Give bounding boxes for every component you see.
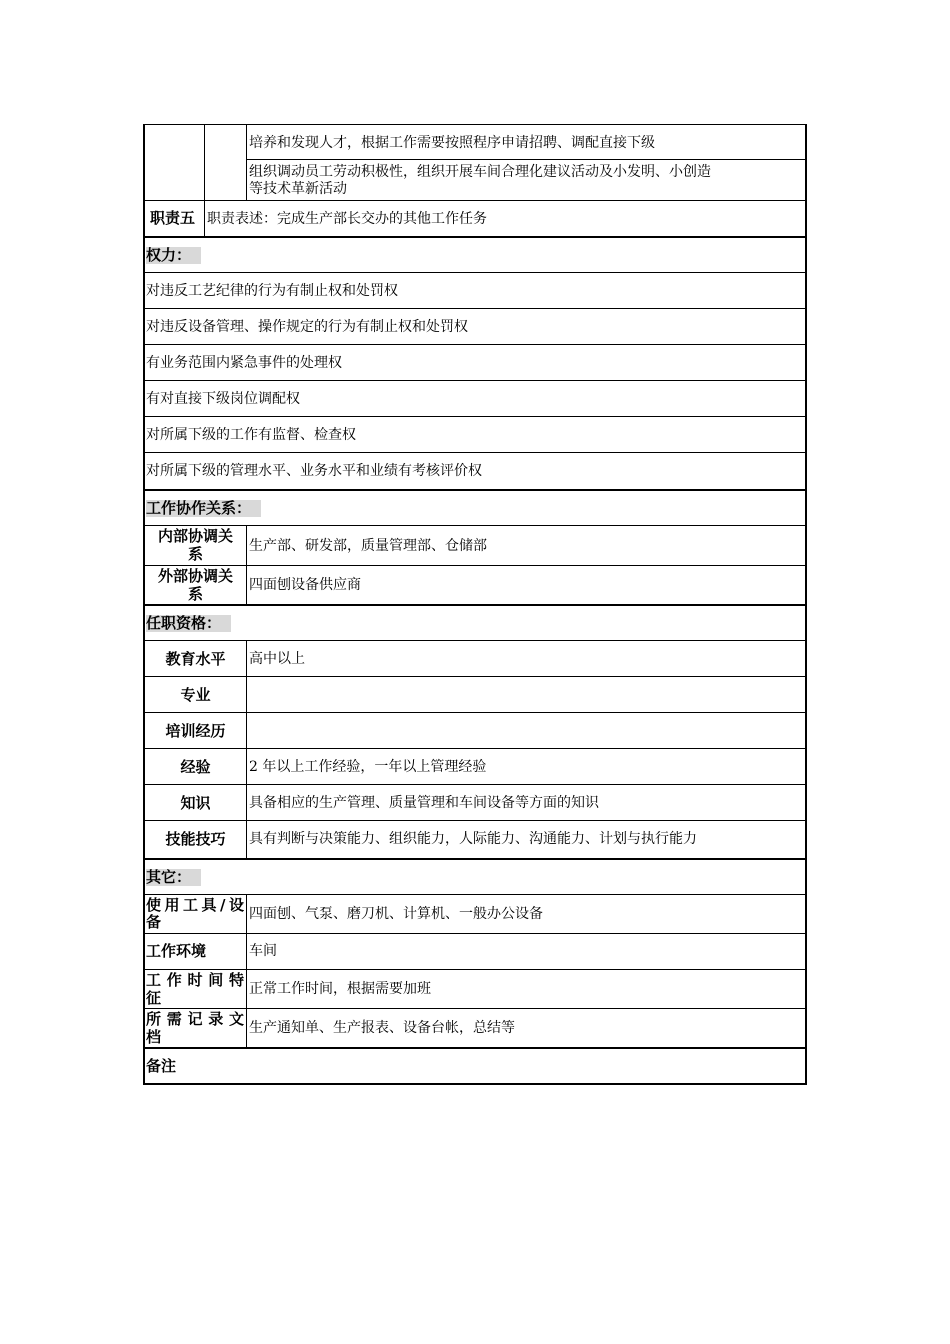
external-coordination-label: 外部协调关	[157, 567, 233, 585]
divider	[246, 640, 247, 859]
duty-item: 培养和发现人才，根据工作需要按照程序申请招聘、调配直接下级	[249, 135, 655, 151]
divider	[145, 200, 805, 201]
duty-item: 组织调动员工劳动积极性，组织开展车间合理化建议活动及小发明、小创造	[249, 164, 711, 180]
duty5-label: 职责五	[150, 209, 196, 227]
section-divider	[143, 1047, 807, 1049]
divider	[145, 820, 805, 821]
divider	[145, 712, 805, 713]
work-environment-label: 工作环境	[146, 942, 207, 960]
external-coordination-label: 系	[187, 585, 203, 603]
records-value: 生产通知单、生产报表、设备台帐，总结等	[249, 1020, 515, 1036]
divider	[145, 380, 805, 381]
divider	[246, 159, 805, 160]
knowledge-label: 知识	[180, 794, 211, 812]
divider	[145, 565, 805, 566]
divider	[145, 344, 805, 345]
divider	[246, 894, 247, 1048]
education-value: 高中以上	[249, 651, 305, 667]
table-border-top	[143, 124, 807, 125]
skills-value: 具有判断与决策能力、组织能力，人际能力、沟通能力、计划与执行能力	[249, 831, 697, 847]
experience-label: 经验	[180, 758, 211, 776]
authority-heading: 权力：	[146, 247, 201, 264]
work-environment-value: 车间	[249, 943, 277, 959]
authority-item: 有对直接下级岗位调配权	[146, 391, 300, 407]
authority-item: 对所属下级的管理水平、业务水平和业绩有考核评价权	[146, 463, 482, 479]
internal-coordination-label: 系	[187, 545, 203, 563]
divider	[145, 416, 805, 417]
authority-item: 对违反工艺纪律的行为有制止权和处罚权	[146, 283, 398, 299]
divider	[145, 676, 805, 677]
experience-value: 2 年以上工作经验，一年以上管理经验	[249, 759, 487, 775]
divider	[246, 124, 247, 200]
section-divider	[143, 489, 807, 491]
tools-label: 使用工具/设	[146, 896, 244, 914]
authority-item: 对所属下级的工作有监督、检查权	[146, 427, 356, 443]
training-label: 培训经历	[165, 722, 226, 740]
duty-item: 等技术革新活动	[249, 181, 347, 197]
other-heading: 其它：	[146, 869, 201, 886]
skills-label: 技能技巧	[165, 830, 226, 848]
internal-coordination-label: 内部协调关	[157, 527, 233, 545]
duty5-text: 职责表述：完成生产部长交办的其他工作任务	[207, 211, 487, 227]
divider	[145, 784, 805, 785]
divider	[246, 525, 247, 605]
records-label: 所需记录文	[146, 1010, 244, 1028]
education-label: 教育水平	[165, 650, 226, 668]
qualifications-heading: 任职资格：	[146, 615, 231, 632]
section-divider	[143, 604, 807, 606]
tools-label: 备	[146, 913, 162, 931]
internal-coordination-value: 生产部、研发部，质量管理部、仓储部	[249, 538, 487, 554]
remarks-heading: 备注	[146, 1057, 177, 1075]
divider	[145, 894, 805, 895]
work-time-value: 正常工作时间，根据需要加班	[249, 981, 431, 997]
divider	[145, 272, 805, 273]
major-label: 专业	[180, 686, 211, 704]
section-divider	[143, 236, 807, 238]
tools-value: 四面刨、气泵、磨刀机、计算机、一般办公设备	[249, 906, 543, 922]
table-border-bottom	[143, 1083, 807, 1085]
divider	[145, 969, 805, 970]
records-label: 档	[146, 1028, 162, 1046]
divider	[145, 452, 805, 453]
knowledge-value: 具备相应的生产管理、质量管理和车间设备等方面的知识	[249, 795, 599, 811]
divider	[145, 933, 805, 934]
external-coordination-value: 四面刨设备供应商	[249, 577, 361, 593]
section-divider	[143, 858, 807, 860]
work-time-label: 工作时间特	[146, 971, 244, 989]
work-time-label: 征	[146, 989, 162, 1007]
divider	[145, 525, 805, 526]
divider	[145, 640, 805, 641]
divider	[145, 1008, 805, 1009]
divider	[145, 308, 805, 309]
divider	[145, 748, 805, 749]
cooperation-heading: 工作协作关系：	[146, 500, 261, 517]
divider	[204, 124, 205, 237]
authority-item: 对违反设备管理、操作规定的行为有制止权和处罚权	[146, 319, 468, 335]
authority-item: 有业务范围内紧急事件的处理权	[146, 355, 342, 371]
